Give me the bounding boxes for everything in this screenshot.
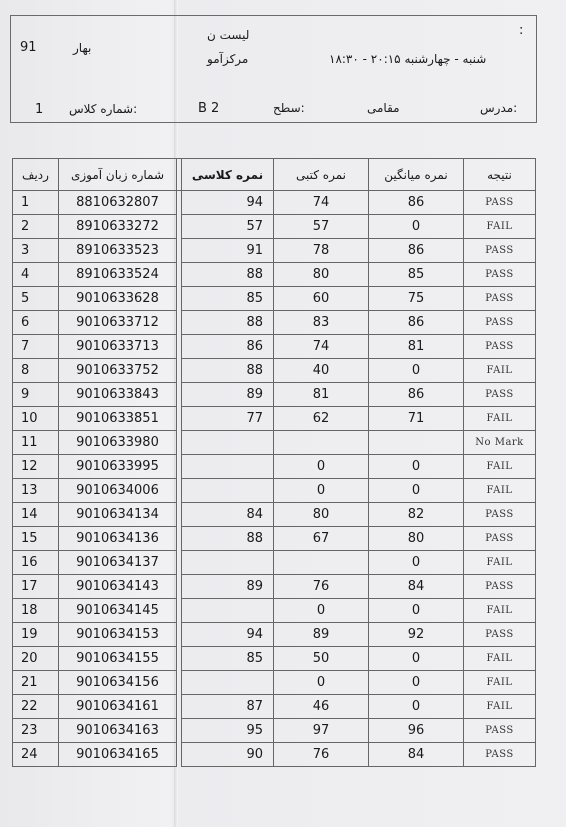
result-cell: PASS	[464, 623, 536, 647]
class-number-value: 1	[35, 102, 44, 117]
result-cell: PASS	[464, 743, 536, 767]
student-id-cell: 9010634161	[59, 695, 177, 719]
result-cell: PASS	[464, 311, 536, 335]
table-row	[13, 311, 536, 335]
student-id-cell: 9010634155	[59, 647, 177, 671]
written-score-cell: 89	[274, 623, 369, 647]
row-number-cell: 22	[13, 695, 59, 719]
table-row	[13, 383, 536, 407]
average-score-cell: 96	[369, 719, 464, 743]
class-score-cell: 94	[182, 191, 274, 215]
row-number-cell: 9	[13, 383, 59, 407]
result-cell: FAIL	[464, 455, 536, 479]
header-row	[13, 159, 536, 191]
average-score-cell: 0	[369, 479, 464, 503]
col-student-id: شماره زبان آموزی	[59, 159, 177, 191]
average-score-cell: 75	[369, 287, 464, 311]
row-number-cell: 1	[13, 191, 59, 215]
written-score-cell: 97	[274, 719, 369, 743]
row-number-cell: 19	[13, 623, 59, 647]
result-cell: PASS	[464, 191, 536, 215]
student-id-cell: 9010634137	[59, 551, 177, 575]
table-row	[13, 599, 536, 623]
class-score-cell: 88	[182, 311, 274, 335]
result-cell: No Mark	[464, 431, 536, 455]
average-score-cell: 81	[369, 335, 464, 359]
table-row	[13, 623, 536, 647]
table-row	[13, 479, 536, 503]
average-score-cell: 80	[369, 527, 464, 551]
row-number-cell: 18	[13, 599, 59, 623]
result-cell: FAIL	[464, 479, 536, 503]
result-cell: PASS	[464, 719, 536, 743]
table-row	[13, 335, 536, 359]
schedule: شنبه - چهارشنبه ۲۰:۱۵ - ۱۸:۳۰	[329, 52, 487, 66]
written-score-cell: 81	[274, 383, 369, 407]
title-fragment: لیست ن	[207, 28, 250, 42]
result-cell: PASS	[464, 527, 536, 551]
student-id-cell: 9010633713	[59, 335, 177, 359]
class-score-cell	[182, 551, 274, 575]
student-id-cell: 9010633980	[59, 431, 177, 455]
result-cell: PASS	[464, 263, 536, 287]
result-cell: FAIL	[464, 695, 536, 719]
class-score-cell: 85	[182, 287, 274, 311]
class-score-cell: 88	[182, 527, 274, 551]
class-score-cell: 85	[182, 647, 274, 671]
written-score-cell: 0	[274, 479, 369, 503]
class-score-cell: 84	[182, 503, 274, 527]
table-row	[13, 695, 536, 719]
class-score-cell: 88	[182, 263, 274, 287]
table-row	[13, 407, 536, 431]
row-number-cell: 15	[13, 527, 59, 551]
class-number-label: شماره کلاس:	[69, 102, 138, 116]
row-number-cell: 6	[13, 311, 59, 335]
written-score-cell: 78	[274, 239, 369, 263]
table-row	[13, 647, 536, 671]
average-score-cell: 86	[369, 239, 464, 263]
table-row	[13, 527, 536, 551]
table-row	[13, 719, 536, 743]
result-cell: PASS	[464, 575, 536, 599]
row-number-cell: 4	[13, 263, 59, 287]
table-row	[13, 503, 536, 527]
result-cell: FAIL	[464, 599, 536, 623]
written-score-cell: 0	[274, 455, 369, 479]
class-score-cell	[182, 431, 274, 455]
result-cell: PASS	[464, 287, 536, 311]
class-score-cell: 90	[182, 743, 274, 767]
result-cell: FAIL	[464, 407, 536, 431]
teacher-label: مدرس:	[480, 101, 518, 115]
average-score-cell	[369, 431, 464, 455]
written-score-cell: 74	[274, 335, 369, 359]
col-result: نتیجه	[464, 159, 536, 191]
row-number-cell: 10	[13, 407, 59, 431]
student-id-cell: 9010633995	[59, 455, 177, 479]
class-score-cell: 87	[182, 695, 274, 719]
student-id-cell: 9010634143	[59, 575, 177, 599]
row-number-cell: 8	[13, 359, 59, 383]
col-written-score: نمره کتبی	[274, 159, 369, 191]
col-average-score: نمره میانگین	[369, 159, 464, 191]
student-id-cell: 9010633628	[59, 287, 177, 311]
student-id-cell: 8910633272	[59, 215, 177, 239]
result-cell: PASS	[464, 503, 536, 527]
student-id-cell: 9010633752	[59, 359, 177, 383]
table-row	[13, 455, 536, 479]
row-number-cell: 2	[13, 215, 59, 239]
average-score-cell: 82	[369, 503, 464, 527]
written-score-cell: 80	[274, 263, 369, 287]
col-row-number: ردیف	[13, 159, 59, 191]
result-cell: PASS	[464, 239, 536, 263]
result-cell: FAIL	[464, 551, 536, 575]
average-score-cell: 0	[369, 695, 464, 719]
class-score-cell	[182, 671, 274, 695]
class-score-cell: 77	[182, 407, 274, 431]
student-id-cell: 9010634153	[59, 623, 177, 647]
written-score-cell: 74	[274, 191, 369, 215]
class-score-cell: 91	[182, 239, 274, 263]
table-row	[13, 575, 536, 599]
result-cell: PASS	[464, 335, 536, 359]
result-cell: FAIL	[464, 215, 536, 239]
written-score-cell	[274, 431, 369, 455]
class-score-cell	[182, 455, 274, 479]
average-score-cell: 0	[369, 359, 464, 383]
average-score-cell: 71	[369, 407, 464, 431]
center-fragment: مرکزآمو	[207, 52, 249, 66]
term-label: بهار	[73, 41, 92, 55]
student-id-cell: 9010634165	[59, 743, 177, 767]
table-row	[13, 671, 536, 695]
result-cell: FAIL	[464, 359, 536, 383]
class-score-cell: 89	[182, 575, 274, 599]
table-row	[13, 239, 536, 263]
average-score-cell: 86	[369, 191, 464, 215]
table-row	[13, 191, 536, 215]
student-id-cell: 9010634145	[59, 599, 177, 623]
student-id-cell: 8910633524	[59, 263, 177, 287]
class-score-cell: 88	[182, 359, 274, 383]
class-score-cell	[182, 479, 274, 503]
written-score-cell: 80	[274, 503, 369, 527]
average-score-cell: 0	[369, 455, 464, 479]
student-id-cell: 8910633523	[59, 239, 177, 263]
teacher-name: مقامی	[367, 101, 400, 115]
written-score-cell: 50	[274, 647, 369, 671]
class-score-cell: 57	[182, 215, 274, 239]
table-row	[13, 215, 536, 239]
class-score-cell: 95	[182, 719, 274, 743]
average-score-cell: 0	[369, 599, 464, 623]
table-row	[13, 359, 536, 383]
table-row	[13, 431, 536, 455]
row-number-cell: 17	[13, 575, 59, 599]
row-number-cell: 23	[13, 719, 59, 743]
written-score-cell: 60	[274, 287, 369, 311]
table-row	[13, 263, 536, 287]
average-score-cell: 0	[369, 215, 464, 239]
student-id-cell: 9010634136	[59, 527, 177, 551]
header-box	[10, 15, 537, 123]
row-number-cell: 16	[13, 551, 59, 575]
written-score-cell: 62	[274, 407, 369, 431]
average-score-cell: 0	[369, 647, 464, 671]
row-number-cell: 21	[13, 671, 59, 695]
average-score-cell: 84	[369, 575, 464, 599]
student-id-cell: 8810632807	[59, 191, 177, 215]
class-score-cell	[182, 599, 274, 623]
header-colon: :	[519, 23, 524, 38]
class-score-cell: 94	[182, 623, 274, 647]
table-row	[13, 287, 536, 311]
class-score-cell: 89	[182, 383, 274, 407]
average-score-cell: 0	[369, 671, 464, 695]
row-number-cell: 24	[13, 743, 59, 767]
written-score-cell: 57	[274, 215, 369, 239]
average-score-cell: 84	[369, 743, 464, 767]
student-id-cell: 9010634006	[59, 479, 177, 503]
row-number-cell: 13	[13, 479, 59, 503]
average-score-cell: 92	[369, 623, 464, 647]
row-number-cell: 11	[13, 431, 59, 455]
written-score-cell: 76	[274, 743, 369, 767]
row-number-cell: 5	[13, 287, 59, 311]
class-score-cell: 86	[182, 335, 274, 359]
table-row	[13, 743, 536, 767]
student-id-cell: 9010634163	[59, 719, 177, 743]
row-number-cell: 14	[13, 503, 59, 527]
average-score-cell: 0	[369, 551, 464, 575]
average-score-cell: 85	[369, 263, 464, 287]
row-number-cell: 12	[13, 455, 59, 479]
term-number: 91	[20, 40, 37, 55]
written-score-cell	[274, 551, 369, 575]
result-cell: FAIL	[464, 671, 536, 695]
written-score-cell: 0	[274, 671, 369, 695]
table-row	[13, 551, 536, 575]
row-number-cell: 7	[13, 335, 59, 359]
result-cell: FAIL	[464, 647, 536, 671]
student-id-cell: 9010634134	[59, 503, 177, 527]
written-score-cell: 46	[274, 695, 369, 719]
student-id-cell: 9010633712	[59, 311, 177, 335]
row-number-cell: 3	[13, 239, 59, 263]
grades-table	[12, 158, 536, 767]
written-score-cell: 83	[274, 311, 369, 335]
average-score-cell: 86	[369, 383, 464, 407]
level-value: B 2	[198, 101, 220, 116]
level-label: سطح:	[273, 101, 305, 115]
row-number-cell: 20	[13, 647, 59, 671]
written-score-cell: 67	[274, 527, 369, 551]
written-score-cell: 0	[274, 599, 369, 623]
student-id-cell: 9010634156	[59, 671, 177, 695]
average-score-cell: 86	[369, 311, 464, 335]
written-score-cell: 76	[274, 575, 369, 599]
student-id-cell: 9010633843	[59, 383, 177, 407]
student-id-cell: 9010633851	[59, 407, 177, 431]
written-score-cell: 40	[274, 359, 369, 383]
col-class-score: نمره کلاسی	[182, 159, 274, 191]
result-cell: PASS	[464, 383, 536, 407]
